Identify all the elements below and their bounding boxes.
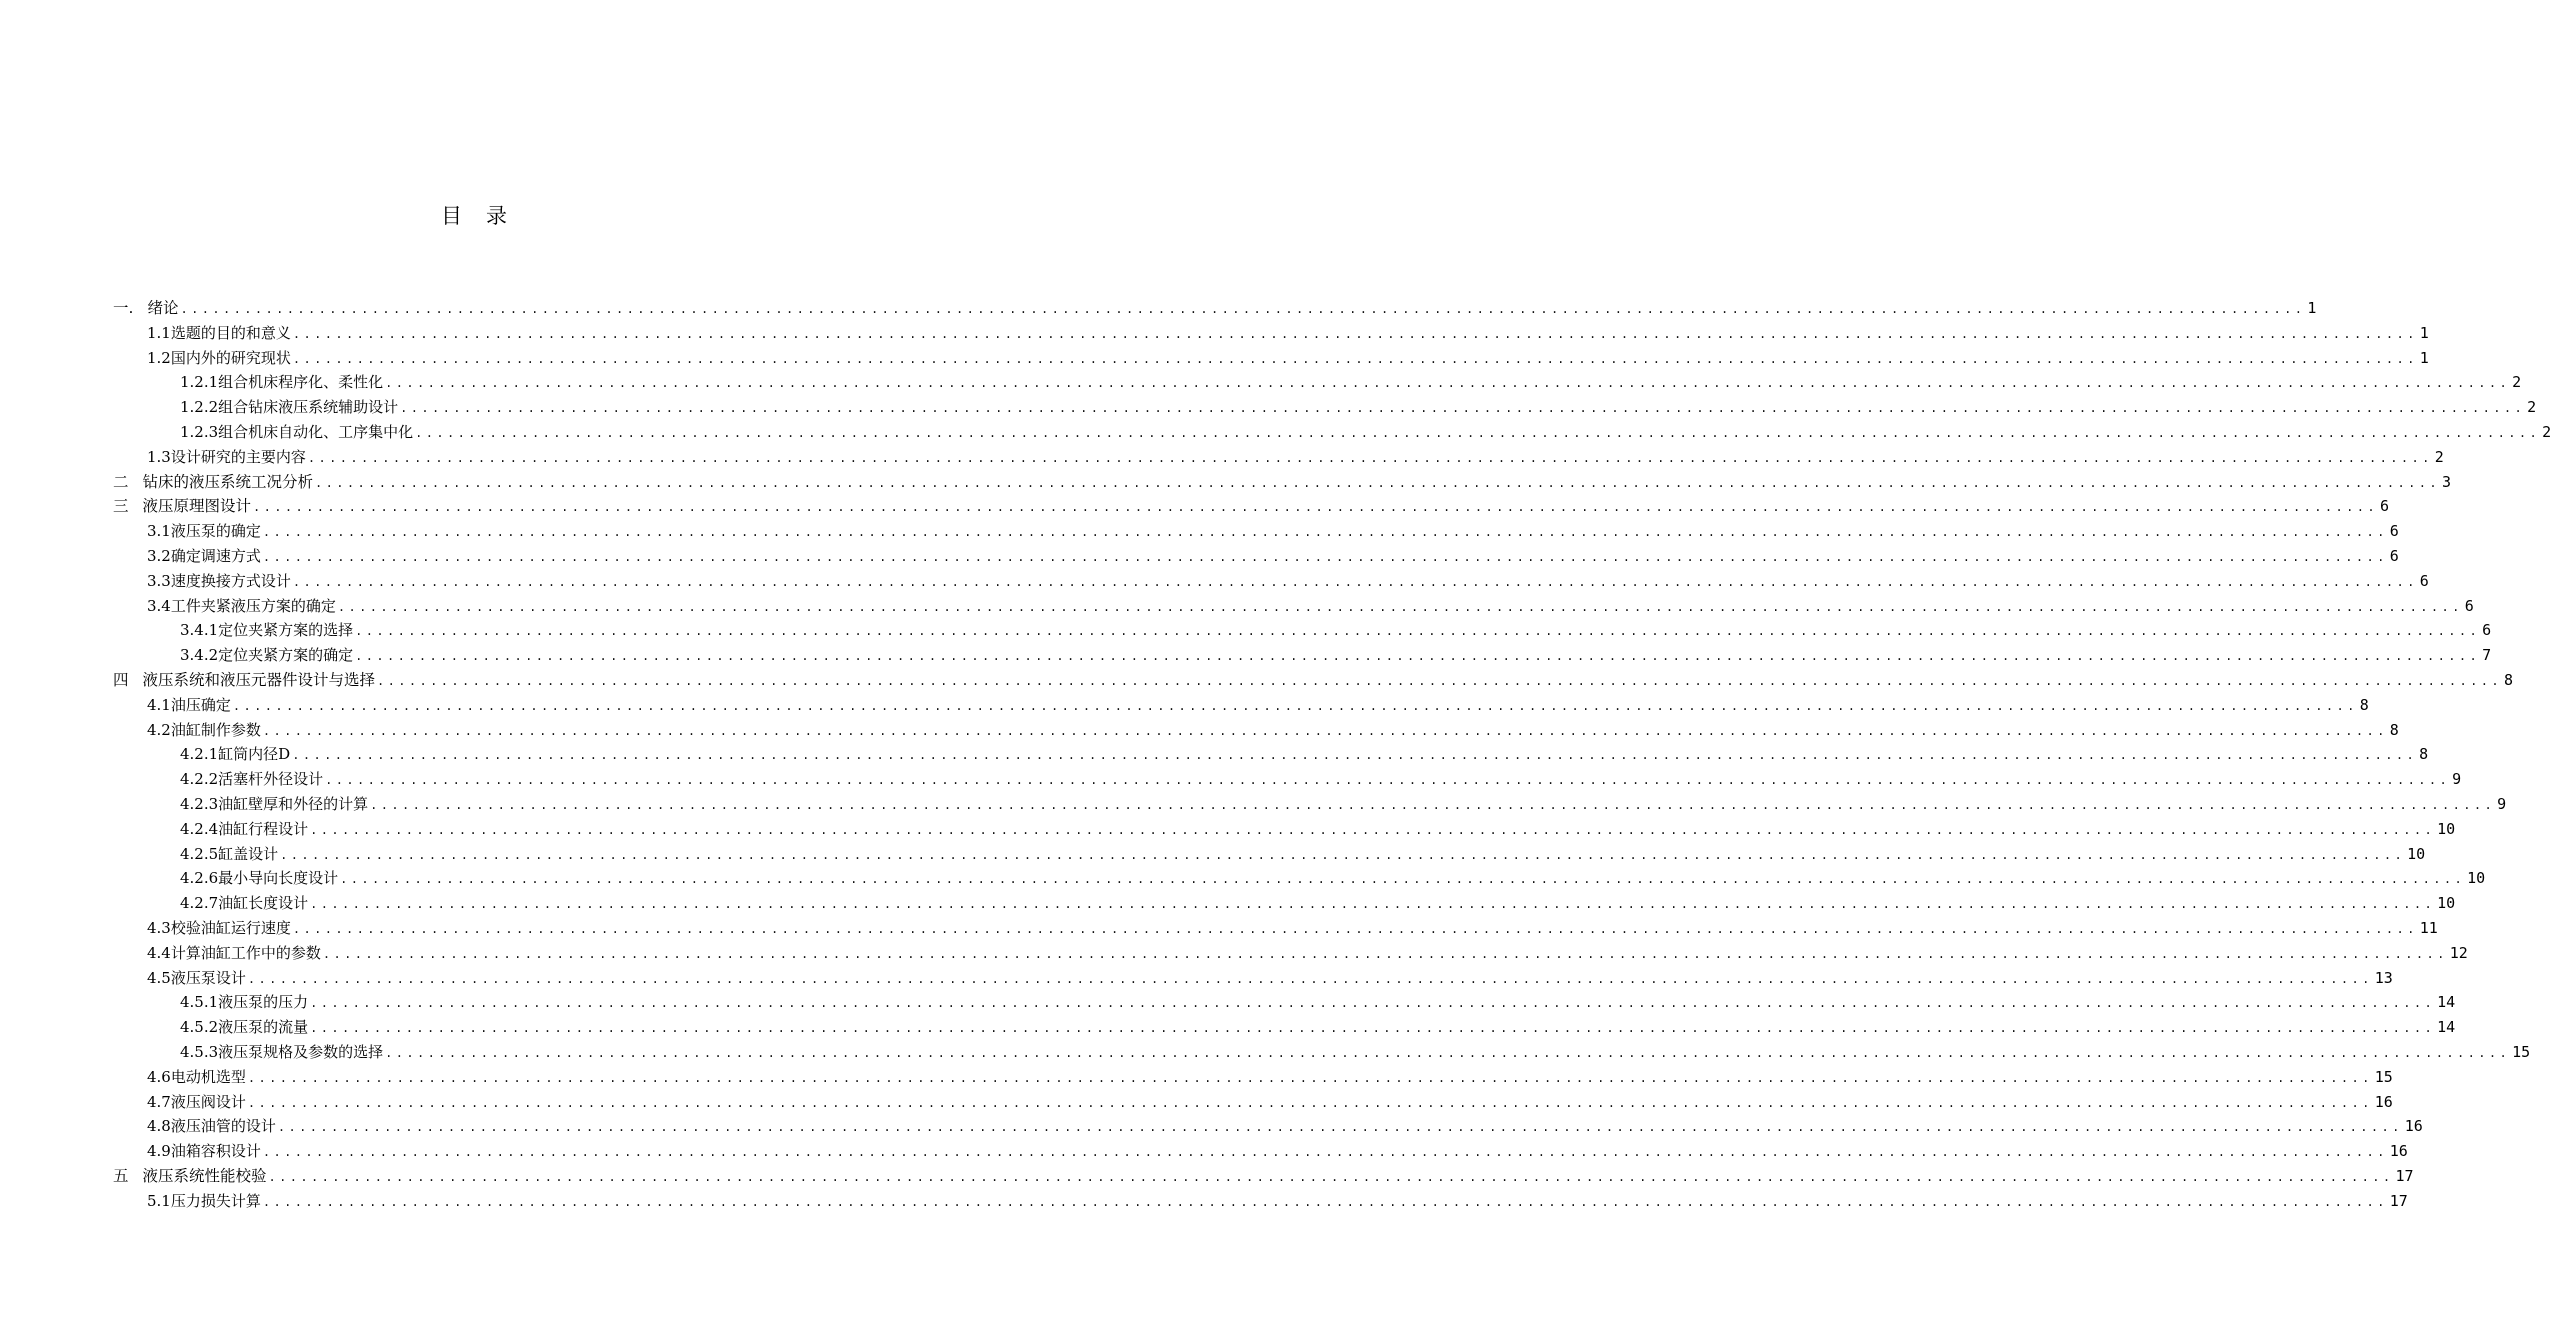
toc-entry-text: 4.6电动机选型 bbox=[147, 1067, 246, 1086]
toc-entry-text: 4.4计算油缸工作中的参数 bbox=[147, 943, 321, 962]
toc-leader-dots: ........................................................................................................................................................................................................ bbox=[292, 921, 2418, 936]
toc-entry-text: 4.7液压阀设计 bbox=[147, 1092, 246, 1111]
toc-entry-label bbox=[180, 990, 308, 1015]
toc-leader-dots: ........................................................................................................................................................................................................ bbox=[262, 723, 2388, 738]
toc-entry-text: 4.5.2液压泵的流量 bbox=[180, 1018, 309, 1037]
toc-entry-label bbox=[180, 742, 290, 767]
toc-entry[interactable] bbox=[113, 1114, 2423, 1139]
toc-leader-dots: ........................................................................................................................................................................................................ bbox=[355, 649, 2481, 664]
toc-entry[interactable] bbox=[113, 1139, 2408, 1164]
toc-entry-label bbox=[147, 346, 291, 371]
toc-entry-text: 4.2.6最小导向长度设计 bbox=[180, 869, 339, 888]
toc-entry[interactable] bbox=[113, 767, 2462, 792]
toc-entry[interactable] bbox=[113, 643, 2492, 668]
toc-entry-text: 绪论 bbox=[147, 299, 179, 317]
toc-entry-number: 四 bbox=[113, 670, 129, 689]
toc-entry-text: 3.3速度换接方式设计 bbox=[147, 571, 291, 590]
toc-entry[interactable] bbox=[113, 420, 2551, 445]
toc-entry-label bbox=[180, 1015, 308, 1040]
toc-entry-label bbox=[180, 842, 278, 867]
toc-leader-dots: ........................................................................................................................................................................................................ bbox=[262, 549, 2388, 564]
toc-entry[interactable] bbox=[113, 594, 2474, 619]
toc-entry-label bbox=[180, 866, 338, 891]
toc-entry-text: 4.2.4油缸行程设计 bbox=[180, 819, 309, 838]
toc-entry-text: 5.1压力损失计算 bbox=[147, 1191, 261, 1210]
toc-leader-dots: ........................................................................................................................................................................................................ bbox=[280, 847, 2406, 862]
toc-entry-text: 1.2.3组合机床自动化、工序集中化 bbox=[180, 422, 414, 441]
toc-entry-page-number: 10 bbox=[2407, 844, 2426, 863]
toc-entry[interactable] bbox=[113, 1090, 2393, 1115]
toc-entry-page-number: 15 bbox=[2374, 1067, 2393, 1086]
toc-entry-text: 4.9油箱容积设计 bbox=[147, 1142, 261, 1161]
toc-entry[interactable] bbox=[113, 842, 2426, 867]
toc-entry[interactable] bbox=[113, 470, 2451, 495]
toc-entry-page-number: 9 bbox=[2452, 770, 2462, 789]
toc-entry[interactable] bbox=[113, 990, 2456, 1015]
toc-leader-dots: ........................................................................................................................................................................................................ bbox=[385, 376, 2511, 391]
toc-entry-label bbox=[147, 693, 231, 718]
toc-entry-text: 4.5.1液压泵的压力 bbox=[180, 993, 309, 1012]
toc-entry-page-number: 6 bbox=[2389, 522, 2399, 541]
toc-entry-label bbox=[113, 668, 375, 693]
page-title bbox=[0, 200, 950, 230]
toc-entry-label bbox=[147, 544, 261, 569]
toc-leader-dots: ........................................................................................................................................................................................................ bbox=[253, 500, 2378, 515]
toc-entry[interactable] bbox=[113, 1015, 2456, 1040]
toc-leader-dots: ........................................................................................................................................................................................................ bbox=[247, 1070, 2373, 1085]
toc-entry-label bbox=[180, 643, 353, 668]
toc-entry-text: 4.2油缸制作参数 bbox=[147, 720, 261, 739]
toc-leader-dots: ........................................................................................................................................................................................................ bbox=[247, 1095, 2373, 1110]
title-char-2: 录 bbox=[486, 204, 509, 228]
toc-entry-text: 4.1油压确定 bbox=[147, 695, 231, 714]
toc-entry-page-number: 1 bbox=[2307, 299, 2317, 317]
toc-leader-dots: ........................................................................................................................................................................................................ bbox=[315, 475, 2440, 490]
toc-entry-label bbox=[147, 445, 306, 470]
toc-entry-text: 1.2国内外的研究现状 bbox=[147, 348, 291, 367]
toc-entry-text: 3.4工件夹紧液压方案的确定 bbox=[147, 596, 336, 615]
toc-entry-text: 4.8液压油管的设计 bbox=[147, 1117, 276, 1136]
toc-entry[interactable] bbox=[113, 569, 2429, 594]
toc-entry-page-number: 6 bbox=[2482, 621, 2492, 640]
toc-entry-page-number: 8 bbox=[2389, 720, 2399, 739]
toc-entry[interactable] bbox=[113, 916, 2438, 941]
table-of-contents bbox=[113, 296, 2551, 1213]
toc-entry-page-number: 10 bbox=[2437, 894, 2456, 913]
toc-entry-label bbox=[147, 916, 291, 941]
toc-entry[interactable] bbox=[113, 742, 2429, 767]
toc-entry-page-number: 2 bbox=[2434, 447, 2444, 466]
toc-leader-dots: ........................................................................................................................................................................................................ bbox=[355, 624, 2481, 639]
toc-leader-dots: ........................................................................................................................................................................................................ bbox=[262, 1145, 2388, 1160]
toc-entry-number: 五 bbox=[113, 1166, 129, 1185]
toc-leader-dots: ........................................................................................................................................................................................................ bbox=[307, 450, 2433, 465]
toc-leader-dots: ........................................................................................................................................................................................................ bbox=[415, 425, 2541, 440]
toc-entry-page-number: 16 bbox=[2374, 1092, 2393, 1111]
toc-entry-text: 1.3设计研究的主要内容 bbox=[147, 447, 306, 466]
toc-leader-dots: ........................................................................................................................................................................................................ bbox=[262, 525, 2388, 540]
toc-entry-page-number: 10 bbox=[2437, 819, 2456, 838]
toc-entry-page-number: 14 bbox=[2437, 993, 2456, 1012]
toc-leader-dots: ........................................................................................................................................................................................................ bbox=[377, 673, 2502, 688]
toc-entry-text: 3.4.1定位夹紧方案的选择 bbox=[180, 621, 354, 640]
toc-entry-label bbox=[113, 296, 178, 321]
toc-entry-label bbox=[180, 792, 368, 817]
toc-entry-label bbox=[113, 470, 313, 495]
toc-entry-label bbox=[147, 941, 321, 966]
toc-entry-text: 4.2.2活塞杆外径设计 bbox=[180, 770, 324, 789]
toc-entry-label bbox=[147, 321, 291, 346]
toc-entry-label bbox=[180, 891, 308, 916]
toc-entry-page-number: 12 bbox=[2449, 943, 2468, 962]
toc-entry-text: 液压系统和液压元器件设计与选择 bbox=[142, 670, 376, 689]
toc-leader-dots: ........................................................................................................................................................................................................ bbox=[247, 971, 2373, 986]
toc-leader-dots: ........................................................................................................................................................................................................ bbox=[337, 599, 2463, 614]
toc-entry-label bbox=[147, 1189, 261, 1214]
toc-leader-dots: ........................................................................................................................................................................................................ bbox=[268, 1169, 2394, 1184]
toc-leader-dots: ........................................................................................................................................................................................................ bbox=[310, 1021, 2436, 1036]
toc-leader-dots: ........................................................................................................................................................................................................ bbox=[232, 698, 2358, 713]
toc-leader-dots: ........................................................................................................................................................................................................ bbox=[340, 872, 2466, 887]
toc-leader-dots: ........................................................................................................................................................................................................ bbox=[262, 1194, 2388, 1209]
toc-entry-label bbox=[180, 817, 308, 842]
toc-leader-dots: ........................................................................................................................................................................................................ bbox=[310, 822, 2436, 837]
toc-entry[interactable] bbox=[113, 346, 2429, 371]
toc-entry-text: 钻床的液压系统工况分析 bbox=[142, 472, 314, 491]
toc-entry-page-number: 2 bbox=[2512, 373, 2522, 392]
toc-entry[interactable] bbox=[113, 817, 2456, 842]
toc-entry-page-number: 2 bbox=[2527, 398, 2537, 417]
toc-entry-text: 液压原理图设计 bbox=[142, 497, 252, 516]
toc-leader-dots: ........................................................................................................................................................................................................ bbox=[400, 401, 2526, 416]
toc-entry-label bbox=[180, 1040, 383, 1065]
toc-entry-page-number: 10 bbox=[2467, 869, 2486, 888]
toc-entry-text: 3.4.2定位夹紧方案的确定 bbox=[180, 646, 354, 665]
toc-leader-dots: ........................................................................................................................................................................................................ bbox=[322, 946, 2448, 961]
toc-entry-page-number: 16 bbox=[2389, 1142, 2408, 1161]
toc-leader-dots: ........................................................................................................................................................................................................ bbox=[292, 574, 2418, 589]
toc-entry-label bbox=[147, 1139, 261, 1164]
toc-entry-label bbox=[147, 519, 261, 544]
toc-entry-text: 4.3校验油缸运行速度 bbox=[147, 918, 291, 937]
toc-entry-number: 一. bbox=[113, 299, 134, 317]
toc-entry-text: 4.2.5缸盖设计 bbox=[180, 844, 279, 863]
toc-leader-dots: ........................................................................................................................................................................................................ bbox=[310, 897, 2436, 912]
toc-entry-page-number: 13 bbox=[2374, 968, 2393, 987]
toc-leader-dots: ........................................................................................................................................................................................................ bbox=[292, 748, 2418, 763]
title-char-1: 目 bbox=[441, 204, 464, 228]
toc-entry-page-number: 6 bbox=[2389, 546, 2399, 565]
toc-entry-page-number: 1 bbox=[2419, 323, 2429, 342]
toc-entry-text: 3.2确定调速方式 bbox=[147, 546, 261, 565]
toc-leader-dots: ........................................................................................................................................................................................................ bbox=[325, 773, 2451, 788]
toc-entry-label bbox=[147, 594, 336, 619]
toc-entry-page-number: 11 bbox=[2419, 918, 2438, 937]
toc-entry[interactable] bbox=[113, 866, 2486, 891]
toc-entry-label bbox=[180, 618, 353, 643]
toc-entry[interactable] bbox=[113, 966, 2393, 991]
toc-entry[interactable] bbox=[113, 792, 2507, 817]
toc-entry-page-number: 17 bbox=[2389, 1191, 2408, 1210]
toc-entry-number: 三 bbox=[113, 497, 129, 516]
toc-entry[interactable] bbox=[113, 618, 2492, 643]
toc-entry-page-number: 8 bbox=[2419, 745, 2429, 764]
toc-entry-label bbox=[147, 1114, 276, 1139]
toc-entry[interactable] bbox=[113, 494, 2389, 519]
toc-entry-text: 液压系统性能校验 bbox=[142, 1166, 267, 1185]
toc-entry-label bbox=[147, 1065, 246, 1090]
toc-entry-page-number: 15 bbox=[2512, 1042, 2531, 1061]
toc-entry-page-number: 1 bbox=[2419, 348, 2429, 367]
toc-entry-label bbox=[180, 395, 398, 420]
toc-entry-page-number: 7 bbox=[2482, 646, 2492, 665]
toc-entry-page-number: 6 bbox=[2419, 571, 2429, 590]
toc-entry-text: 1.1选题的目的和意义 bbox=[147, 323, 291, 342]
toc-entry-text: 4.5液压泵设计 bbox=[147, 968, 246, 987]
toc-entry-label bbox=[180, 420, 413, 445]
toc-entry-page-number: 6 bbox=[2379, 497, 2389, 516]
toc-entry[interactable] bbox=[113, 519, 2399, 544]
toc-entry-label bbox=[147, 1090, 246, 1115]
toc-entry[interactable] bbox=[113, 1164, 2414, 1189]
toc-entry-text: 3.1液压泵的确定 bbox=[147, 522, 261, 541]
toc-entry-page-number: 16 bbox=[2404, 1117, 2423, 1136]
toc-entry-page-number: 17 bbox=[2395, 1166, 2414, 1185]
toc-entry-page-number: 3 bbox=[2441, 472, 2451, 491]
toc-entry-page-number: 8 bbox=[2503, 670, 2513, 689]
toc-entry[interactable] bbox=[113, 1040, 2531, 1065]
toc-entry-number: 二 bbox=[113, 472, 129, 491]
toc-entry[interactable] bbox=[113, 693, 2369, 718]
toc-entry-label bbox=[180, 370, 383, 395]
toc-entry-label bbox=[113, 494, 251, 519]
toc-entry-label bbox=[113, 1164, 267, 1189]
toc-entry-page-number: 9 bbox=[2497, 794, 2507, 813]
toc-entry-label bbox=[147, 718, 261, 743]
toc-leader-dots: ........................................................................................................................................................................................................ bbox=[292, 351, 2418, 366]
toc-entry-text: 1.2.1组合机床程序化、柔性化 bbox=[180, 373, 384, 392]
toc-entry-page-number: 8 bbox=[2359, 695, 2369, 714]
toc-entry-text: 4.2.7油缸长度设计 bbox=[180, 894, 309, 913]
toc-entry-text: 1.2.2组合钻床液压系统辅助设计 bbox=[180, 398, 399, 417]
toc-entry-page-number: 6 bbox=[2464, 596, 2474, 615]
toc-leader-dots: ........................................................................................................................................................................................................ bbox=[277, 1120, 2403, 1135]
toc-entry[interactable] bbox=[113, 445, 2444, 470]
toc-entry-label bbox=[147, 569, 291, 594]
toc-entry[interactable] bbox=[113, 668, 2513, 693]
toc-entry-text: 4.2.3油缸壁厚和外径的计算 bbox=[180, 794, 369, 813]
toc-leader-dots: ........................................................................................................................................................................................................ bbox=[310, 996, 2436, 1011]
toc-entry-text: 4.2.1缸筒内径D bbox=[180, 745, 291, 764]
toc-entry[interactable] bbox=[113, 891, 2456, 916]
toc-entry[interactable] bbox=[113, 1065, 2393, 1090]
toc-entry-page-number: 14 bbox=[2437, 1018, 2456, 1037]
toc-leader-dots: ........................................................................................................................................................................................................ bbox=[292, 326, 2418, 341]
toc-entry[interactable] bbox=[113, 544, 2399, 569]
toc-entry-label bbox=[180, 767, 323, 792]
toc-leader-dots: ........................................................................................................................................................................................................ bbox=[385, 1045, 2511, 1060]
toc-entry[interactable] bbox=[113, 718, 2399, 743]
toc-entry-page-number: 2 bbox=[2542, 422, 2551, 441]
toc-entry[interactable] bbox=[113, 1189, 2408, 1214]
toc-entry[interactable] bbox=[113, 370, 2522, 395]
toc-entry-text: 4.5.3液压泵规格及参数的选择 bbox=[180, 1042, 384, 1061]
toc-entry-label bbox=[147, 966, 246, 991]
toc-leader-dots: ........................................................................................................................................................................................................ bbox=[370, 797, 2496, 812]
toc-entry[interactable] bbox=[113, 941, 2468, 966]
toc-entry[interactable] bbox=[113, 296, 2317, 321]
toc-leader-dots: ........................................................................................................................................................................................................ bbox=[180, 302, 2306, 316]
toc-entry[interactable] bbox=[113, 395, 2537, 420]
toc-entry[interactable] bbox=[113, 321, 2429, 346]
